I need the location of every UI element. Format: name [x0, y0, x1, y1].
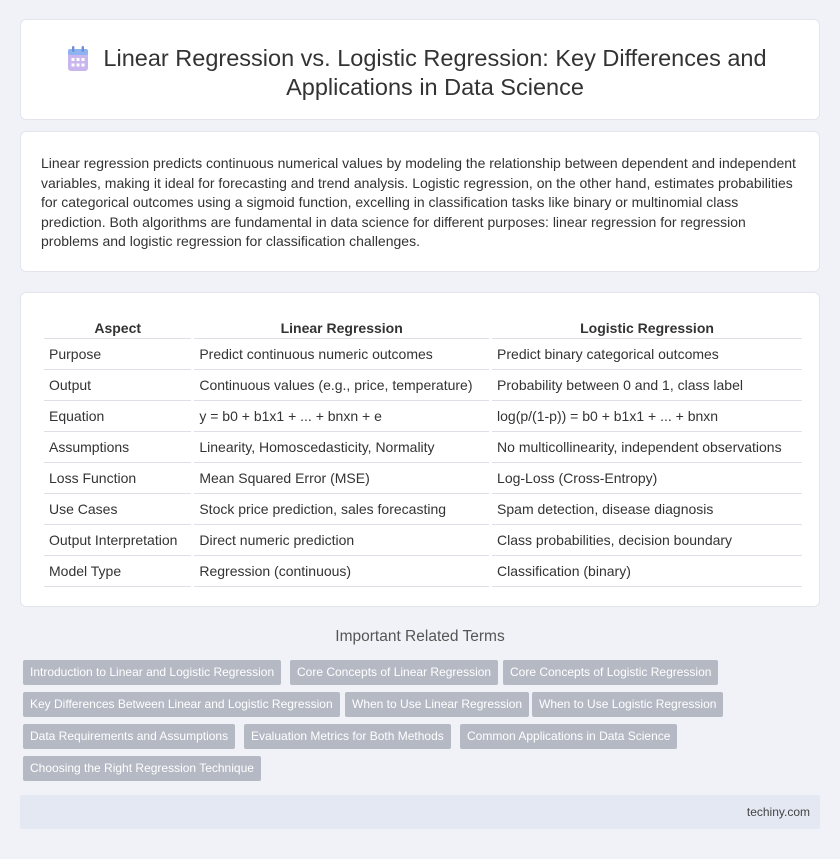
table-cell: Predict binary categorical outcomes [492, 339, 802, 370]
footer [20, 795, 820, 829]
table-row [44, 432, 802, 463]
related-terms-heading: Important Related Terms [335, 628, 505, 645]
table-cell: Regression (continuous) [194, 556, 489, 587]
intro-card [20, 131, 820, 272]
table-row [44, 494, 802, 525]
table-cell: Output Interpretation [44, 525, 191, 556]
related-term-tag[interactable]: Evaluation Metrics for Both Methods [244, 724, 451, 749]
table-row [44, 370, 802, 401]
table-cell: Mean Squared Error (MSE) [194, 463, 489, 494]
related-term-tag[interactable]: Core Concepts of Linear Regression [290, 660, 498, 685]
related-term-tag[interactable]: Key Differences Between Linear and Logistic Regression [23, 692, 340, 717]
table-cell: Classification (binary) [492, 556, 802, 587]
table-cell: Linearity, Homoscedasticity, Normality [194, 432, 489, 463]
related-term-tag[interactable]: Core Concepts of Logistic Regression [503, 660, 718, 685]
table-cell: Use Cases [44, 494, 191, 525]
table-cell: Purpose [44, 339, 191, 370]
table-cell: Continuous values (e.g., price, temperature) [194, 370, 489, 401]
column-header-logistic: Logistic Regression [492, 313, 802, 339]
table-cell: Probability between 0 and 1, class label [492, 370, 802, 401]
comparison-table [41, 313, 805, 587]
related-term-tag[interactable]: Choosing the Right Regression Technique [23, 756, 261, 781]
table-header-row [44, 313, 802, 339]
table-row [44, 401, 802, 432]
table-row [44, 339, 802, 370]
table-cell: log(p/(1-p)) = b0 + b1x1 + ... + bnxn [492, 401, 802, 432]
comparison-card [20, 292, 820, 607]
table-cell: Spam detection, disease diagnosis [492, 494, 802, 525]
table-cell: Assumptions [44, 432, 191, 463]
related-term-tag[interactable]: Data Requirements and Assumptions [23, 724, 235, 749]
intro-paragraph: Linear regression predicts continuous numerical values by modeling the relationship between dependent and independent variables, making it ideal for forecasting and trend analysis. Logistic regression, on the other hand, estimates probabilities for categorical outcomes using a sigmoid function, excelling in classification tasks like binary or multinomial class prediction. Both algorithms are fundamental in data science for different purposes: linear regression for regression problems and logistic regression for classification challenges. [41, 155, 796, 250]
table-cell: Log-Loss (Cross-Entropy) [492, 463, 802, 494]
table-cell: Equation [44, 401, 191, 432]
table-cell: Predict continuous numeric outcomes [194, 339, 489, 370]
header-card [20, 19, 820, 120]
table-row [44, 525, 802, 556]
table-row [44, 463, 802, 494]
table-cell: Class probabilities, decision boundary [492, 525, 802, 556]
related-term-tag[interactable]: Common Applications in Data Science [460, 724, 677, 749]
table-cell: Direct numeric prediction [194, 525, 489, 556]
related-term-tag[interactable]: When to Use Linear Regression [345, 692, 529, 717]
table-cell: No multicollinearity, independent observations [492, 432, 802, 463]
table-cell: y = b0 + b1x1 + ... + bnxn + e [194, 401, 489, 432]
table-cell: Output [44, 370, 191, 401]
page-title: Linear Regression vs. Logistic Regression: Key Differences and Applications in Data Science [103, 45, 767, 100]
table-cell: Loss Function [44, 463, 191, 494]
table-cell: Stock price prediction, sales forecasting [194, 494, 489, 525]
footer-site-link[interactable]: techiny.com [746, 805, 810, 819]
table-cell: Model Type [44, 556, 191, 587]
table-row [44, 556, 802, 587]
column-header-linear: Linear Regression [194, 313, 489, 339]
column-header-aspect: Aspect [44, 313, 191, 339]
related-term-tag[interactable]: Introduction to Linear and Logistic Regression [23, 660, 281, 685]
related-term-tag[interactable]: When to Use Logistic Regression [532, 692, 723, 717]
